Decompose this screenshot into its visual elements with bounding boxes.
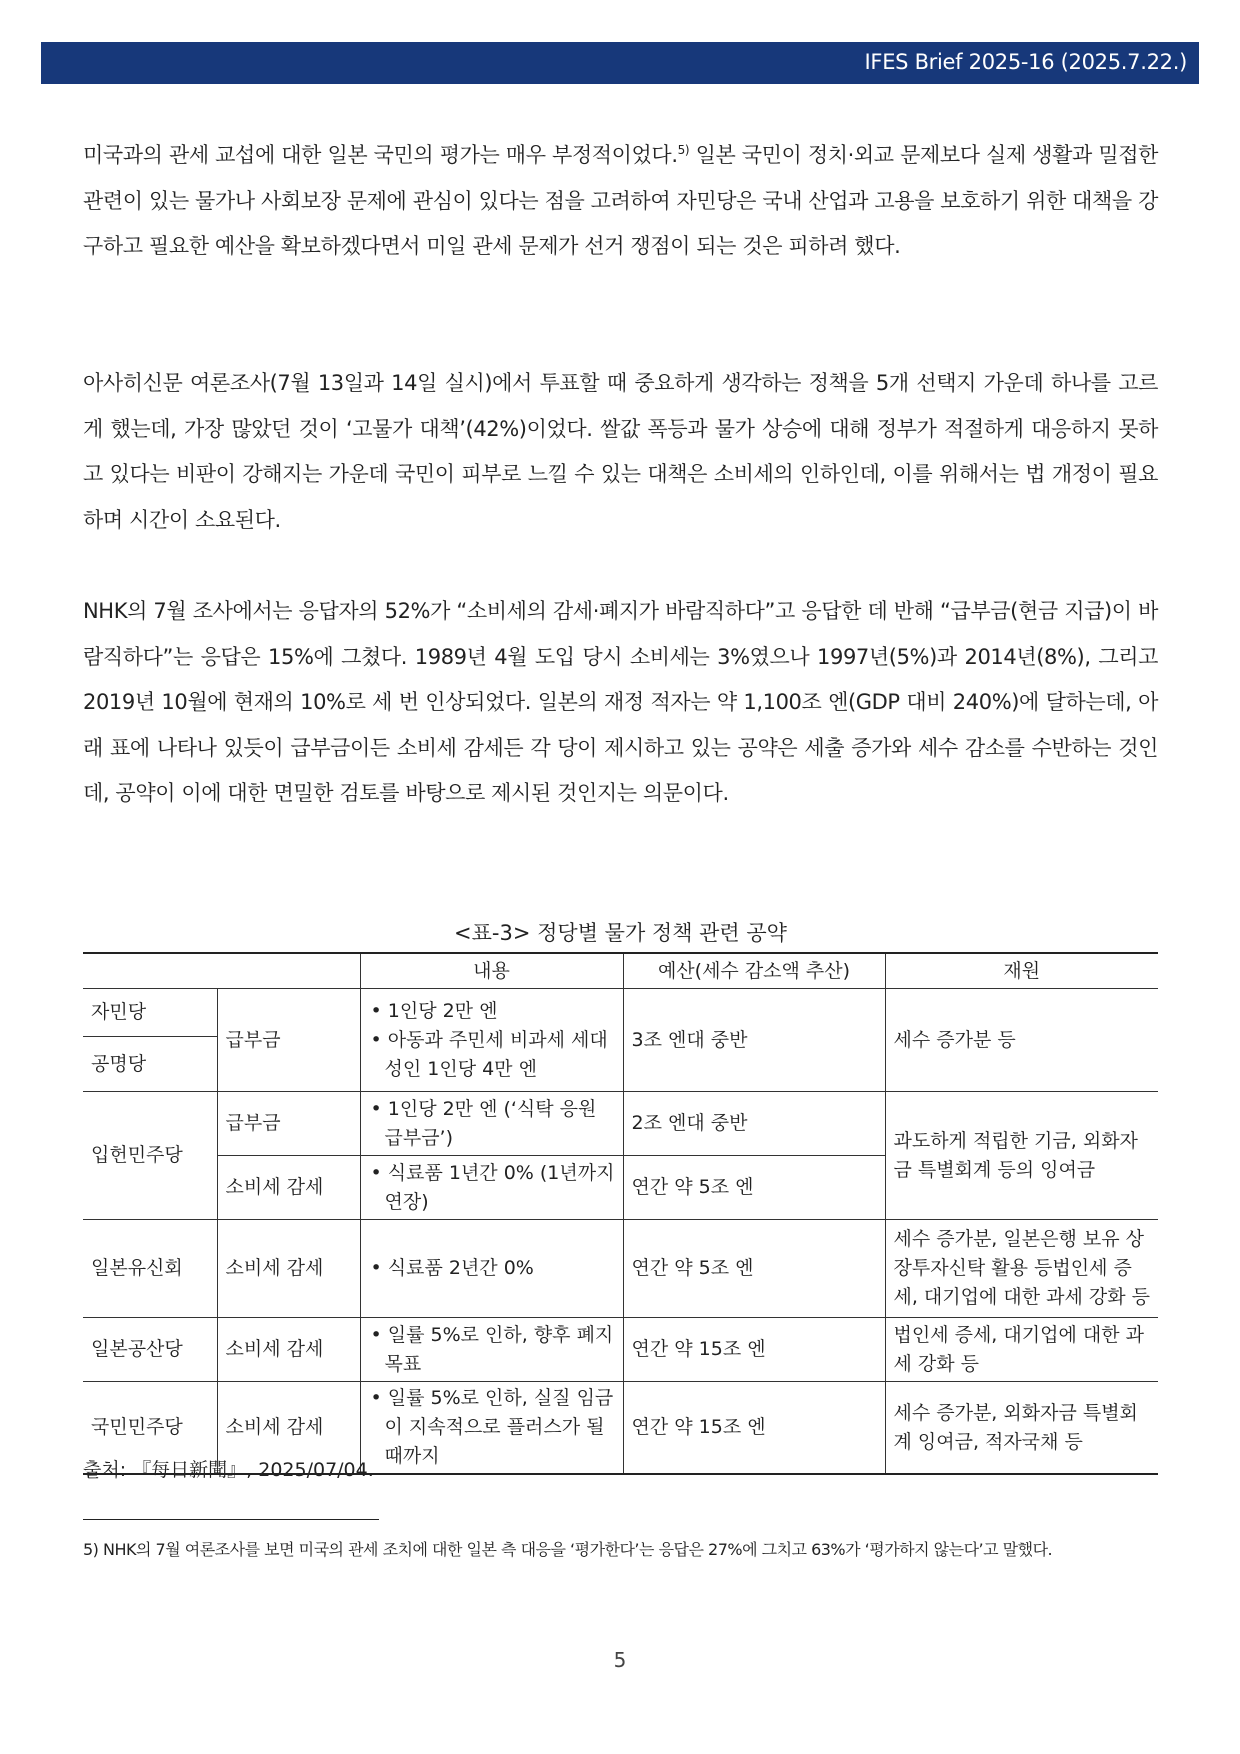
budget-cell: 연간 약 15조 엔 <box>623 1382 885 1475</box>
budget-cell: 연간 약 5조 엔 <box>623 1156 885 1220</box>
party-cell: 국민민주당 <box>83 1382 217 1475</box>
content-cell <box>360 1092 623 1156</box>
table-row <box>83 1092 1158 1156</box>
header-empty-cell <box>83 953 360 989</box>
content-item: • 1인당 2만 엔 <box>369 997 615 1026</box>
budget-cell: 2조 엔대 중반 <box>623 1092 885 1156</box>
policy-cell: 소비세 감세 <box>217 1220 360 1318</box>
party-cell: 자민당 <box>83 989 217 1037</box>
paragraph-1-text-b: 일본 국민이 정치·외교 문제보다 실제 생활과 밀접한 관련이 있는 물가나 사회보장 문제에 관심이 있다는 점을 고려하여 자민당은 국내 산업과 고용을 보호하기 위한 대책을 강구하고 필요한 예산을 확보하겠다면서 미일 관세 문제가 선거 쟁점이 되는 것은 피하려 했다. <box>83 143 1158 258</box>
policy-cell: 소비세 감세 <box>217 1318 360 1382</box>
policy-cell: 급부금 <box>217 1092 360 1156</box>
footnote-divider <box>83 1519 379 1520</box>
table-row <box>83 1318 1158 1382</box>
paragraph-2: 아사히신문 여론조사(7월 13일과 14일 실시)에서 투표할 때 중요하게 생각하는 정책을 5개 선택지 가운데 하나를 고르게 했는데, 가장 많았던 것이 ‘고물가 대책’(42%)이었다. 쌀값 폭등과 물가 상승에 대해 정부가 적절하게 대응하지 못하고 있다는 비판이 강해지는 가운데 국민이 피부로 느낄 수 있는 대책은 소비세의 인하인데, 이를 위해서는 법 개정이 필요하며 시간이 소요된다. <box>83 371 1158 532</box>
policy-table <box>83 952 1158 1475</box>
table-header-row <box>83 953 1158 989</box>
paragraph-3: NHK의 7월 조사에서는 응답자의 52%가 “소비세의 감세·폐지가 바람직하다”고 응답한 데 반해 “급부금(현금 지급)이 바람직하다”는 응답은 15%에 그쳤다. 1989년 4월 도입 당시 소비세는 3%였으나 1997년(5%)과 2014년(8%), 그리고 2019년 10월에 현재의 10%로 세 번 인상되었다. 일본의 재정 적자는 약 1,100조 엔(GDP 대비 240%)에 달하는데, 아래 표에 나타나 있듯이 급부금이든 소비세 감세든 각 당이 제시하고 있는 공약은 세출 증가와 세수 감소를 수반하는 것인데, 공약이 이에 대한 면밀한 검토를 바탕으로 제시된 것인지는 의문이다. <box>83 599 1158 805</box>
table-source-note: 출처: 『每日新聞』, 2025/07/04. <box>83 1459 374 1481</box>
header-source: 재원 <box>885 953 1158 989</box>
party-cell: 일본공산당 <box>83 1318 217 1382</box>
source-cell: 세수 증가분 등 <box>885 989 1158 1092</box>
header-budget: 예산(세수 감소액 추산) <box>623 953 885 989</box>
content-item: • 식료품 2년간 0% <box>369 1254 615 1283</box>
content-item: • 일률 5%로 인하, 향후 폐지 목표 <box>369 1321 615 1379</box>
budget-cell: 3조 엔대 중반 <box>623 989 885 1092</box>
policy-cell: 소비세 감세 <box>217 1382 360 1475</box>
content-item: • 식료품 1년간 0% (1년까지 연장) <box>369 1159 615 1217</box>
header-bar <box>41 42 1199 84</box>
header-title: IFES Brief 2025-16 (2025.7.22.) <box>864 50 1187 74</box>
footnote-ref-5[interactable]: 5) <box>677 143 690 157</box>
content-cell <box>360 1318 623 1382</box>
paragraph-1 <box>83 133 1158 270</box>
table-row <box>83 989 1158 1037</box>
content-cell <box>360 1382 623 1475</box>
policy-cell: 급부금 <box>217 989 360 1092</box>
party-cell: 공명당 <box>83 1037 217 1092</box>
source-cell: 과도하게 적립한 기금, 외화자금 특별회계 등의 잉여금 <box>885 1092 1158 1220</box>
party-cell: 일본유신회 <box>83 1220 217 1318</box>
page-number: 5 <box>613 1648 627 1672</box>
source-cell: 법인세 증세, 대기업에 대한 과세 강화 등 <box>885 1318 1158 1382</box>
source-cell: 세수 증가분, 일본은행 보유 상장투자신탁 활용 등법인세 증세, 대기업에 대한 과세 강화 등 <box>885 1220 1158 1318</box>
paragraph-1-text-a: 미국과의 관세 교섭에 대한 일본 국민의 평가는 매우 부정적이었다. <box>83 143 678 167</box>
budget-cell: 연간 약 5조 엔 <box>623 1220 885 1318</box>
content-item: • 일률 5%로 인하, 실질 임금이 지속적으로 플러스가 될 때까지 <box>369 1384 615 1471</box>
source-cell: 세수 증가분, 외화자금 특별회계 잉여금, 적자국채 등 <box>885 1382 1158 1475</box>
content-item: • 아동과 주민세 비과세 세대 성인 1인당 4만 엔 <box>369 1026 615 1084</box>
content-cell <box>360 1220 623 1318</box>
table-title: <표-3> 정당별 물가 정책 관련 공약 <box>454 921 787 945</box>
content-cell <box>360 989 623 1092</box>
header-content: 내용 <box>360 953 623 989</box>
content-item: • 1인당 2만 엔 (‘식탁 응원 급부금’) <box>369 1095 615 1153</box>
budget-cell: 연간 약 15조 엔 <box>623 1318 885 1382</box>
footnote-5: 5) NHK의 7월 여론조사를 보면 미국의 관세 조치에 대한 일본 측 대응을 ‘평가한다’는 응답은 27%에 그치고 63%가 ‘평가하지 않는다’고 말했다. <box>83 1540 1053 1559</box>
party-cell: 입헌민주당 <box>83 1092 217 1220</box>
content-cell <box>360 1156 623 1220</box>
table-row <box>83 1220 1158 1318</box>
policy-cell: 소비세 감세 <box>217 1156 360 1220</box>
